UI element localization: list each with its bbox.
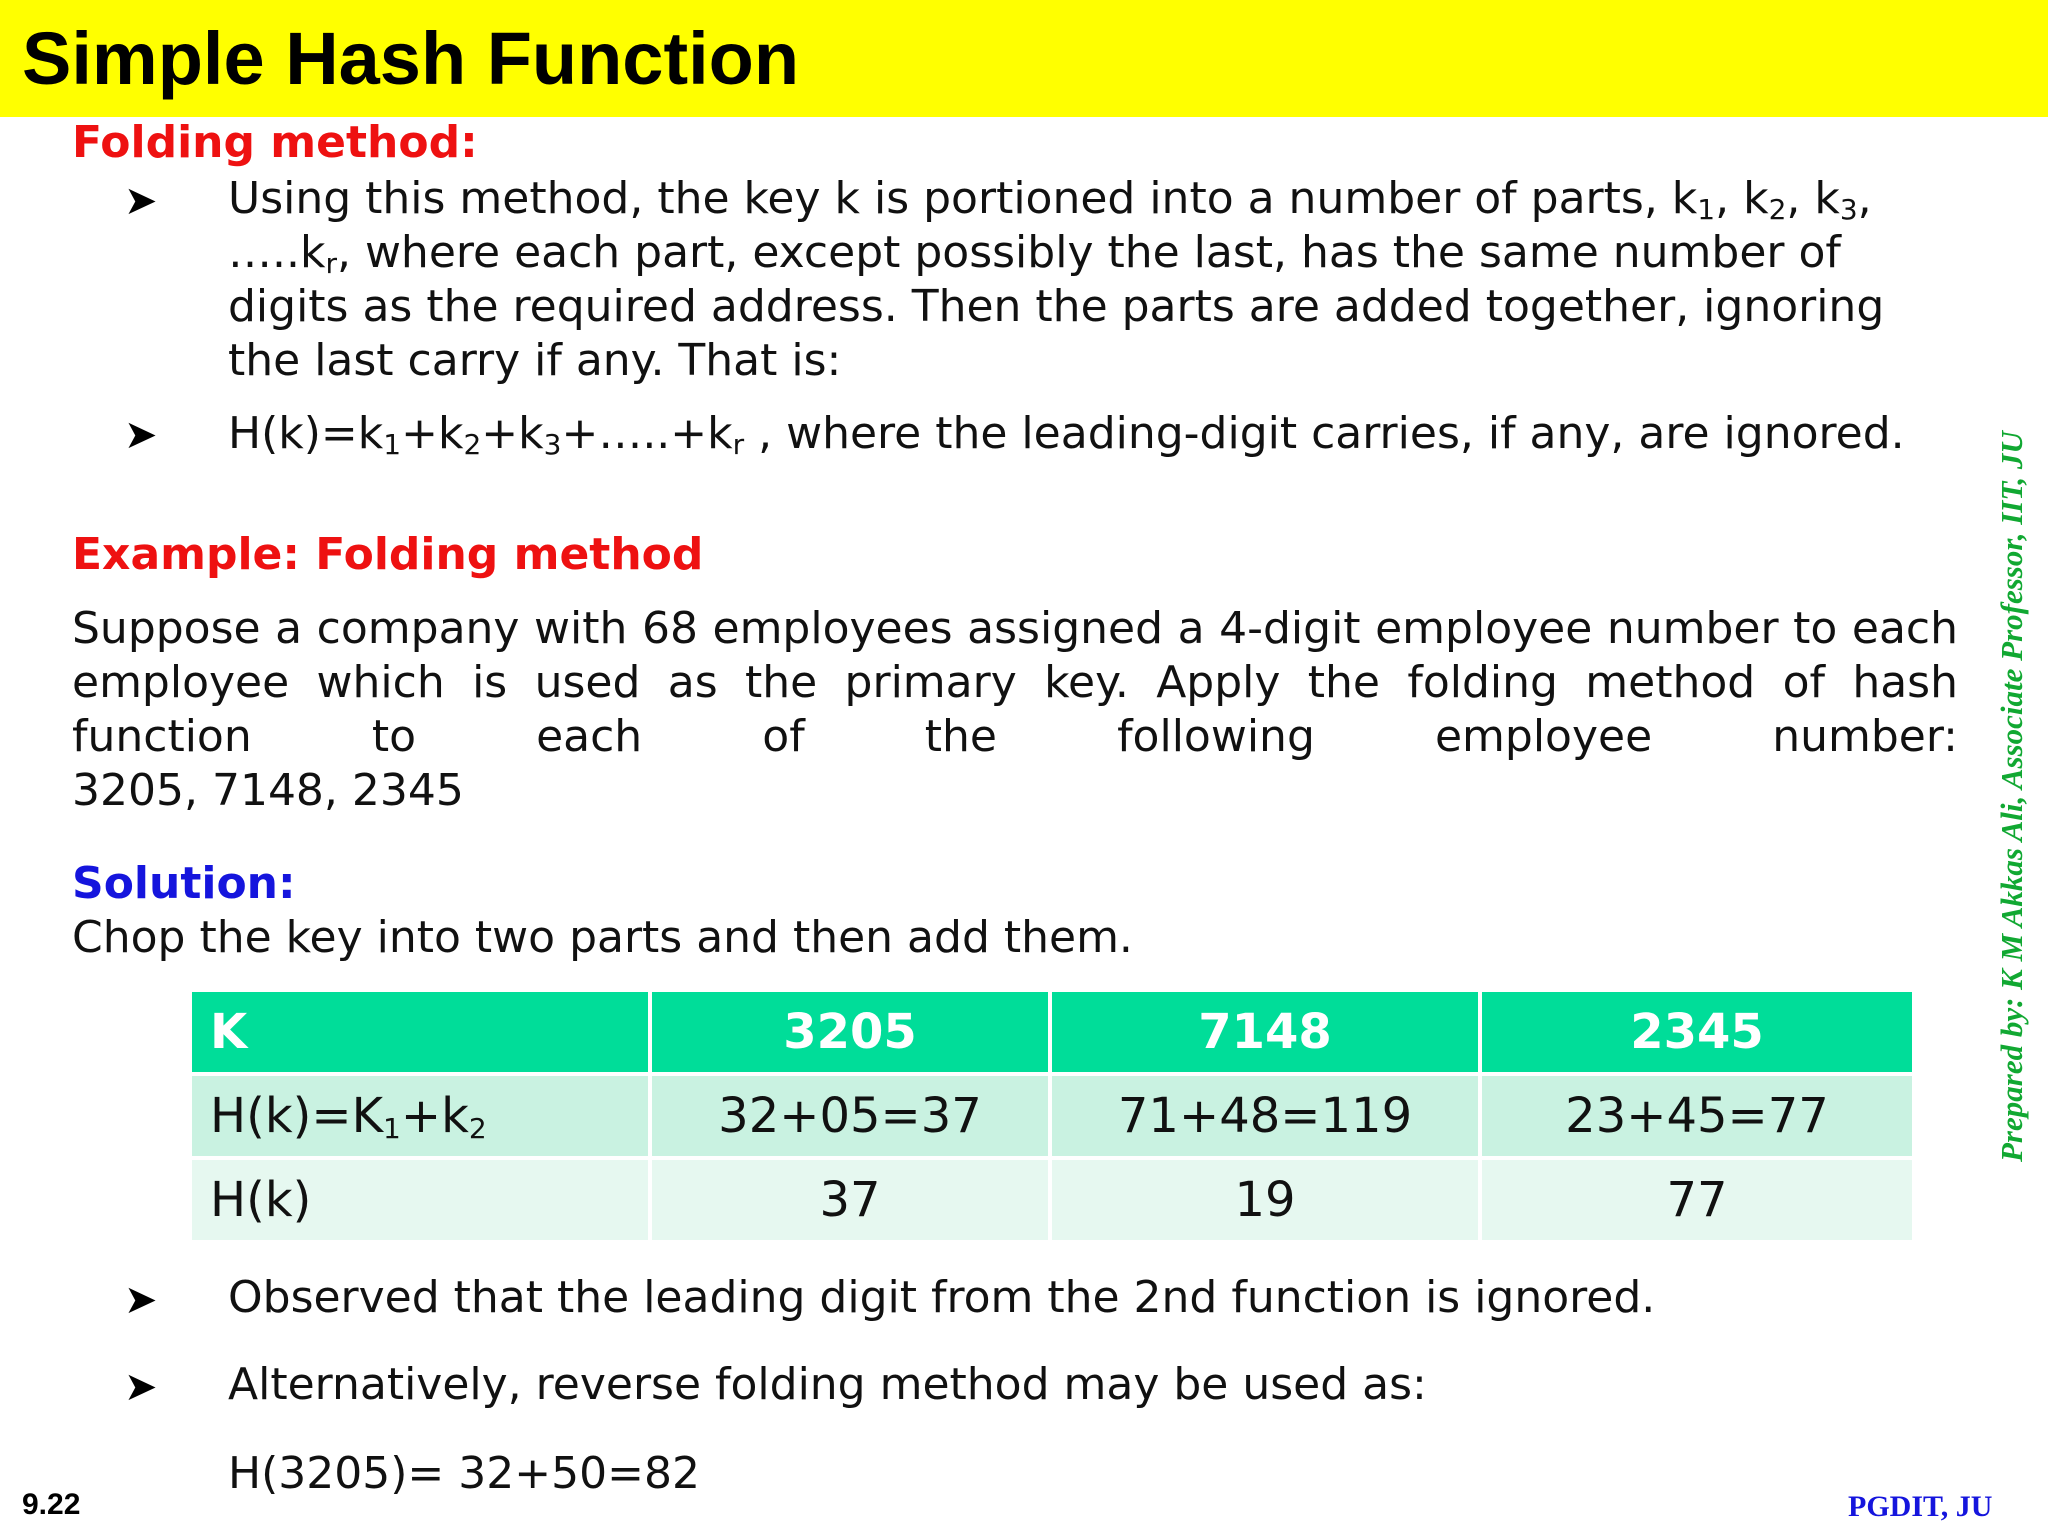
slide-title: Simple Hash Function (22, 17, 800, 100)
table-row-label: $H(k)=K_1+k_2$ (190, 1074, 650, 1158)
table-cell: 19 (1050, 1158, 1480, 1242)
folding-description: Using this method, the key k is portioned into a number of parts, $k_1$, $k_2$, $k_3$, $\dots..k_r$, where each part, except possibly the last, has the same number of digits as the required address. Then the parts are added together, ignoring the last carry if any. That is: (228, 173, 1885, 386)
table-cell: 3205 (650, 990, 1050, 1074)
arrowhead-bullet-icon: ➤ (124, 178, 158, 224)
page-number: 9.22 (22, 1488, 81, 1521)
author-credit: Prepared by: K M Akkas Ali, Associate Professor, IIT, JU (1994, 431, 2029, 1162)
example-text: Suppose a company with 68 employees assigned a 4-digit employee number to each employee which is used as the primary key. Apply the folding method of hash function to each of the following employee number: (72, 603, 1958, 762)
arrowhead-bullet-icon: ➤ (124, 1277, 158, 1323)
table-cell: 23+45=77 (1480, 1074, 1914, 1158)
solution-text: Chop the key into two parts and then add them. (72, 912, 1133, 963)
folding-formula: $H(k)=k_1+k_2+k_3+\dots..+k_r$ , where the leading-digit carries, if any, are ignored. (228, 408, 1905, 461)
table-cell: K (190, 990, 650, 1074)
table-cell: 77 (1480, 1158, 1914, 1242)
table-cell: 37 (650, 1158, 1050, 1242)
table-row-label: H(k) (190, 1158, 650, 1242)
table-row (190, 1158, 1914, 1242)
example-heading: Example: Folding method (72, 529, 704, 580)
table-row (190, 1074, 1914, 1158)
alternative-note: Alternatively, reverse folding method may be used as: (228, 1359, 1427, 1410)
solution-heading: Solution: (72, 858, 296, 909)
arrowhead-bullet-icon: ➤ (124, 412, 158, 458)
table-cell: 71+48=119 (1050, 1074, 1480, 1158)
example-numbers: 3205, 7148, 2345 (72, 765, 464, 816)
reverse-folding-example: H(3205)= 32+50=82 (228, 1448, 700, 1499)
table-cell: 7148 (1050, 990, 1480, 1074)
observation-note: Observed that the leading digit from the 2nd function is ignored. (228, 1272, 1656, 1323)
footer-label: PGDIT, JU (1848, 1490, 1993, 1523)
table-header-row (190, 990, 1914, 1074)
arrowhead-bullet-icon: ➤ (124, 1364, 158, 1410)
folding-method-heading: Folding method: (72, 117, 478, 168)
table-cell: 32+05=37 (650, 1074, 1050, 1158)
table-cell: 2345 (1480, 990, 1914, 1074)
folding-table (188, 988, 1916, 1244)
